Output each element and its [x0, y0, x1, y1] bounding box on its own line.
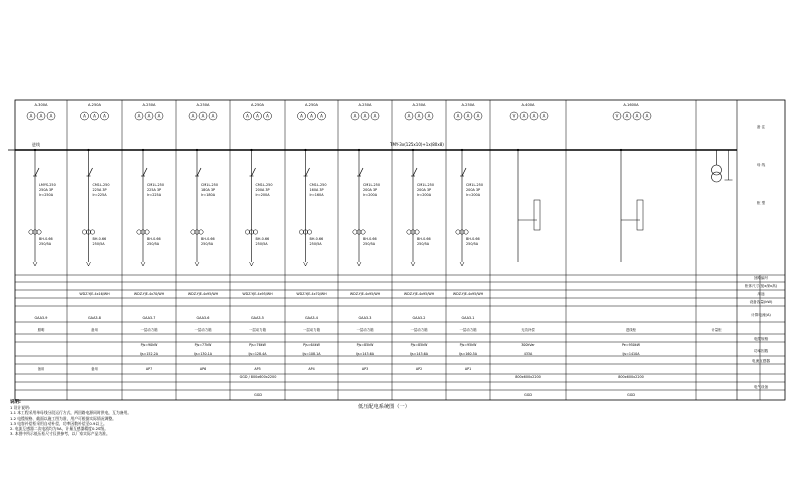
ammeter-letter: A — [256, 113, 259, 119]
bus-junction-dot — [517, 149, 519, 151]
ammeter-letter: A — [246, 113, 249, 119]
feeder-circuit — [135, 103, 164, 266]
current-transformer-icon — [307, 230, 311, 234]
breaker-spec: CM1L-250 — [147, 183, 164, 187]
capacity-cell: Pjs=85kW — [356, 343, 374, 347]
arrow-down-icon — [87, 262, 91, 266]
capacity-cell: Pjs=77kW — [194, 343, 212, 347]
loop-number-cell: GAA3-7 — [142, 316, 156, 320]
loop-number-cell: GAA3-9 — [34, 316, 48, 320]
row-header-label: 计算电流(A) — [751, 313, 771, 317]
breaker-icon — [306, 168, 310, 176]
ammeter-letter: A — [320, 113, 323, 119]
arrow-down-icon — [250, 262, 254, 266]
status-cell: AP5 — [254, 367, 261, 371]
ct-spec: 250/5A — [363, 242, 376, 246]
ammeter-letter: A — [353, 113, 357, 119]
notes-title: 说明: — [10, 400, 21, 405]
ct-spec: BH-0.66 — [201, 237, 215, 241]
capacity-cell: Pjs=95kW — [459, 343, 477, 347]
row-header-label: 备 注 — [756, 125, 766, 129]
loop-number-cell: GAA3-3 — [358, 316, 372, 320]
ct-spec: BH-0.66 — [39, 237, 53, 241]
cabinet-size-cell: GGD / 800x600x2200 — [239, 375, 277, 379]
status-cell: AP1 — [464, 367, 472, 371]
row-header-label: 柜体尺寸(宽x深x高) — [744, 284, 778, 288]
ammeter-letter: A — [191, 113, 195, 119]
status-cell: 备用 — [37, 367, 45, 371]
notes-line: 1.3 电容补偿柜采用自动补偿，功率因数补偿至0.9以上。 — [10, 420, 107, 426]
current-cell: 433A — [523, 352, 533, 356]
breaker-spec: 160A 3P — [309, 188, 324, 192]
capacity-cell: Pjs=85kW — [410, 343, 428, 347]
load-name-cell: 无功补偿 — [521, 328, 535, 332]
ammeter-range-label: A-300A — [34, 103, 48, 107]
current-transformer-icon — [90, 230, 94, 234]
load-name-cell: 一层动力箱 — [410, 328, 428, 332]
cabinet-type-cell: GGD — [524, 393, 532, 397]
potential-transformer-icon — [712, 172, 722, 182]
breaker-spec: Ir=200A — [255, 193, 270, 197]
breaker-icon — [35, 168, 39, 176]
ammeter-letter: A — [201, 113, 205, 119]
loop-number-cell: GAA3-6 — [196, 316, 210, 320]
feeder-circuit — [81, 103, 110, 266]
breaker-spec: CM1L-250 — [417, 183, 434, 187]
load-name-cell: 一层动力箱 — [249, 328, 266, 332]
feeder-circuit — [351, 103, 380, 266]
ct-spec: 250/5A — [309, 242, 322, 246]
breaker-icon — [252, 168, 256, 176]
ammeter-range-label: A-400A — [521, 103, 535, 107]
cable-spec-cell: WDZ-YJE-4x70/WH — [133, 292, 165, 296]
ct-spec: 250/5A — [92, 242, 105, 246]
ammeter-letter: A — [363, 113, 367, 119]
ammeter-range-label: A-250A — [142, 103, 156, 107]
meter-letter: A — [635, 113, 639, 119]
cable-spec-cell: WDZ-YJE-4x95/WH — [349, 292, 381, 296]
ammeter-range-label: A-250A — [412, 103, 426, 107]
ct-spec: BH-0.66 — [309, 237, 324, 241]
capacity-cell: Pjs=90kW — [140, 343, 158, 347]
cabinet-size-cell: 800x600x2200 — [618, 375, 644, 379]
arrow-down-icon — [33, 262, 37, 266]
cabinet-type-cell: GGD — [254, 393, 262, 397]
current-cell: Ijs=143.6A — [355, 352, 375, 356]
feeder-circuit — [244, 103, 273, 266]
load-name-cell: 备用 — [91, 328, 98, 332]
current-transformer-icon — [456, 230, 460, 234]
ammeter-letter: A — [39, 113, 43, 119]
ammeter-range-label: A-250A — [88, 103, 101, 107]
bus-junction-dot — [87, 149, 89, 151]
arrow-down-icon — [411, 262, 415, 266]
row-header-label: 功率因数 — [753, 349, 769, 353]
meter-letter: V — [615, 113, 619, 119]
notes-line: 1.1 本工程采用单母线分段运行方式，两回路电源同时供电，互为备用。 — [10, 410, 132, 416]
breaker-spec: 200A 3P — [363, 188, 378, 192]
ammeter-letter: A — [211, 113, 215, 119]
current-transformer-icon — [29, 230, 33, 234]
load-name-cell: 计量柜 — [711, 328, 722, 332]
breaker-icon — [413, 168, 417, 176]
breaker-spec: 225A 3P — [92, 188, 107, 192]
ct-spec: BH-0.66 — [466, 237, 480, 241]
ct-spec: BH-0.66 — [147, 237, 161, 241]
cable-spec-cell: WDZ-YJE-4x95/WH — [403, 292, 435, 296]
breaker-icon — [197, 168, 201, 176]
capacity-cell: Pjs=76kW — [249, 343, 266, 347]
cable-spec-cell: WDZ-YJE-4x95/WH — [242, 292, 273, 296]
busbar-label: TMY-3x(125x10)+1x(80x8) — [390, 142, 444, 147]
breaker-icon — [143, 168, 147, 176]
cabinet-size-cell: 800x600x2200 — [515, 375, 541, 379]
ct-spec: BH-0.66 — [255, 237, 270, 241]
breaker-spec: CM1L-250 — [92, 183, 110, 187]
load-name-cell: 一层动力箱 — [303, 328, 320, 332]
current-transformer-icon — [464, 230, 468, 234]
capacity-cell: Pjs=64kW — [303, 343, 320, 347]
ammeter-letter: A — [29, 113, 33, 119]
feeder-circuit — [189, 103, 218, 266]
status-cell: 备用 — [91, 367, 98, 371]
ammeter-letter: A — [373, 113, 377, 119]
arrow-down-icon — [460, 262, 464, 266]
cabinet-type-cell: GGD — [627, 393, 635, 397]
meter-letter: A — [542, 113, 546, 119]
ammeter-letter: A — [266, 113, 269, 119]
breaker-spec: 200A 3P — [417, 188, 432, 192]
cable-spec-cell: WDZ-YJE-4x16/WH — [79, 292, 110, 296]
row-header-label: 电气设备 — [753, 385, 769, 389]
ammeter-letter: A — [476, 113, 480, 119]
current-cell: Ijs=152.2A — [139, 352, 159, 356]
current-transformer-icon — [407, 230, 411, 234]
arrow-down-icon — [195, 262, 199, 266]
breaker-spec: Ir=250A — [39, 193, 54, 197]
status-cell: AP2 — [415, 367, 423, 371]
status-cell: AP3 — [361, 367, 369, 371]
breaker-spec: Ir=225A — [147, 193, 162, 197]
feeder-circuit — [405, 103, 434, 266]
current-cell: Ijs=143.6A — [409, 352, 429, 356]
current-transformer-icon — [353, 230, 357, 234]
ct-spec: 250/5A — [255, 242, 268, 246]
meter-letter: A — [625, 113, 629, 119]
capacitor-bank-icon — [534, 200, 540, 230]
breaker-spec: 250A 3P — [39, 188, 54, 192]
breaker-spec: Ir=200A — [417, 193, 432, 197]
capacitor-circuit — [510, 103, 548, 262]
ammeter-letter: A — [427, 113, 431, 119]
breaker-spec: CM1L-250 — [309, 183, 327, 187]
breaker-spec: CM1L-250 — [363, 183, 380, 187]
ct-spec: 250/5A — [417, 242, 430, 246]
current-transformer-icon — [361, 230, 365, 234]
bus-junction-dot — [196, 149, 198, 151]
breaker-spec: Ir=200A — [363, 193, 378, 197]
breaker-spec: CM1L-250 — [466, 183, 483, 187]
ct-spec: 250/5A — [466, 242, 479, 246]
current-cell: Ijs=130.1A — [193, 352, 213, 356]
capacity-cell: 300kVar — [521, 343, 535, 347]
ammeter-range-label: A-250A — [305, 103, 318, 107]
capacitor-bank-icon — [637, 200, 643, 230]
feeder-circuit — [298, 103, 327, 266]
ammeter-range-label: A-250A — [358, 103, 372, 107]
page-caption: 低压配电系统图（一） — [358, 404, 410, 410]
breaker-spec: CM1L-250 — [255, 183, 273, 187]
current-transformer-icon — [415, 230, 419, 234]
ammeter-letter: A — [103, 113, 106, 119]
ammeter-letter: A — [407, 113, 411, 119]
ammeter-letter: A — [157, 113, 161, 119]
status-cell: AP4 — [308, 367, 315, 371]
ammeter-letter: A — [137, 113, 141, 119]
bus-junction-dot — [412, 149, 414, 151]
ct-spec: 250/5A — [201, 242, 214, 246]
ammeter-letter: A — [300, 113, 303, 119]
ammeter-range-label: A-250A — [461, 103, 475, 107]
breaker-spec: Ir=160A — [309, 193, 324, 197]
load-name-cell: 进线柜 — [625, 328, 637, 332]
current-cell: Ijs=160.5A — [458, 352, 478, 356]
load-name-cell: 一层动力箱 — [356, 328, 374, 332]
current-transformer-icon — [145, 230, 149, 234]
current-transformer-icon — [37, 230, 41, 234]
ammeter-letter: A — [49, 113, 53, 119]
meter-letter: A — [522, 113, 526, 119]
bus-junction-dot — [461, 149, 463, 151]
breaker-spec: LMYS-250 — [39, 183, 56, 187]
breaker-spec: 200A 3P — [466, 188, 481, 192]
row-header-label: 回路编号 — [753, 276, 769, 280]
notes-line: 1 设计说明: — [10, 405, 31, 411]
breaker-icon — [89, 168, 93, 176]
loop-number-cell: GAA3-2 — [412, 316, 426, 320]
status-cell: AP7 — [145, 367, 153, 371]
cable-spec-cell: WDZ-YJE-4x95/WH — [187, 292, 219, 296]
row-header-label: 电流互感器 — [752, 359, 770, 363]
current-transformer-icon — [199, 230, 203, 234]
row-header-label: 用途 — [757, 292, 765, 296]
bus-junction-dot — [358, 149, 360, 151]
load-name-cell: 一层动力箱 — [140, 328, 158, 332]
incomer-label: 进线 — [32, 142, 40, 147]
current-transformer-icon — [245, 230, 249, 234]
meter-letter: V — [512, 113, 516, 119]
cable-spec-cell: WDZ-YJE-4x95/WH — [452, 292, 484, 296]
notes-line: 2. 电流互感器二次电流均为5A，计量互感器精度0.2S级。 — [10, 426, 109, 432]
ammeter-letter: A — [83, 113, 86, 119]
bus-junction-dot — [620, 149, 622, 151]
row-header-label: 设备容量(kW) — [749, 300, 773, 304]
feeder-circuit — [27, 103, 56, 266]
breaker-spec: 180A 3P — [201, 188, 216, 192]
current-transformer-icon — [191, 230, 195, 234]
breaker-spec: 225A 3P — [147, 188, 162, 192]
meter-letter: A — [532, 113, 536, 119]
ct-spec: BH-0.66 — [363, 237, 377, 241]
breaker-spec: 200A 3P — [255, 188, 270, 192]
arrow-down-icon — [141, 262, 145, 266]
ct-spec: BH-0.66 — [92, 237, 107, 241]
ammeter-letter: A — [466, 113, 470, 119]
row-header-label: 电缆规格 — [753, 337, 769, 341]
status-cell: AP6 — [199, 367, 207, 371]
ammeter-letter: A — [417, 113, 421, 119]
breaker-icon — [359, 168, 363, 176]
row-header-label: 柜 型 — [756, 201, 766, 205]
arrow-down-icon — [304, 262, 308, 266]
load-name-cell: 照明 — [37, 328, 45, 332]
current-cell: Ijs=108.1A — [302, 352, 321, 356]
ammeter-letter: A — [93, 113, 96, 119]
ct-spec: BH-0.66 — [417, 237, 431, 241]
arrow-down-icon — [357, 262, 361, 266]
capacity-cell: Pe=950kW — [621, 343, 641, 347]
ammeter-range-label: A-250A — [251, 103, 264, 107]
notes-block — [10, 400, 310, 436]
feeder-circuit — [454, 103, 483, 266]
notes-line: 1.2 电缆规格、截面以施工图为准，用户可根据实际情况调整。 — [10, 415, 116, 421]
loop-number-cell: GAA3-4 — [305, 316, 318, 320]
bus-junction-dot — [304, 149, 306, 151]
breaker-icon — [462, 168, 466, 176]
ammeter-letter: A — [147, 113, 151, 119]
ammeter-range-label: A-1600A — [623, 103, 639, 107]
loop-number-cell: GAA3-5 — [251, 316, 264, 320]
meter-letter: A — [645, 113, 649, 119]
current-transformer-icon — [137, 230, 141, 234]
current-transformer-icon — [299, 230, 303, 234]
bus-junction-dot — [250, 149, 252, 151]
row-header-label: 母 线 — [756, 163, 766, 167]
current-transformer-icon — [253, 230, 257, 234]
ammeter-letter: A — [456, 113, 460, 119]
bus-junction-dot — [142, 149, 144, 151]
breaker-spec: Ir=180A — [201, 193, 216, 197]
metering-circuit — [712, 150, 733, 182]
breaker-spec: CM1L-250 — [201, 183, 218, 187]
load-name-cell: 一层动力箱 — [459, 328, 477, 332]
incoming-circuit — [613, 103, 651, 262]
loop-number-cell: GAA3-8 — [88, 316, 101, 320]
current-cell: Ijs=1410A — [622, 352, 640, 356]
breaker-spec: Ir=200A — [466, 193, 481, 197]
bus-junction-dot — [34, 149, 36, 151]
notes-line: 3. 本图中所示低压柜尺寸仅供参考，以厂家实际产品为准。 — [10, 431, 110, 437]
ct-spec: 250/5A — [147, 242, 160, 246]
cable-spec-cell: WDZ-YJE-4x70/WH — [296, 292, 327, 296]
ct-spec: 250/5A — [39, 242, 52, 246]
ammeter-letter: A — [310, 113, 313, 119]
loop-number-cell: GAA3-1 — [461, 316, 475, 320]
breaker-spec: Ir=225A — [92, 193, 107, 197]
load-name-cell: 一层动力箱 — [194, 328, 212, 332]
current-transformer-icon — [82, 230, 86, 234]
current-cell: Ijs=128.4A — [248, 352, 267, 356]
ammeter-range-label: A-250A — [196, 103, 210, 107]
